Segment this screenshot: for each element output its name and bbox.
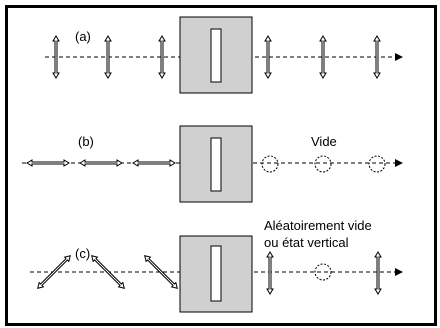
panel-label-c: (c) — [75, 246, 91, 261]
vacuum-state-circle — [315, 156, 331, 172]
note-vide: Vide — [311, 134, 337, 149]
horizontal-polarization-arrow — [80, 160, 122, 166]
panel-label-b: (b) — [78, 134, 94, 149]
vertical-polarization-arrow — [267, 252, 273, 294]
horizontal-polarization-arrow — [27, 160, 69, 166]
vacuum-state-circle — [262, 156, 278, 172]
crystal-plate — [211, 246, 221, 301]
vacuum-state-circle — [369, 156, 385, 172]
crystal-plate — [211, 138, 221, 191]
vertical-polarization-arrow — [375, 252, 381, 294]
panel-c — [30, 218, 402, 312]
crystal-plate — [211, 29, 221, 82]
note-random-vacuum-line-1: Aléatoirement vide — [264, 218, 372, 233]
panel-b — [22, 126, 402, 202]
horizontal-polarization-arrow — [133, 160, 175, 166]
note-random-vacuum-line-2: ou état vertical — [264, 235, 349, 250]
panel-label-a: (a) — [75, 29, 91, 44]
panel-a — [45, 17, 402, 93]
